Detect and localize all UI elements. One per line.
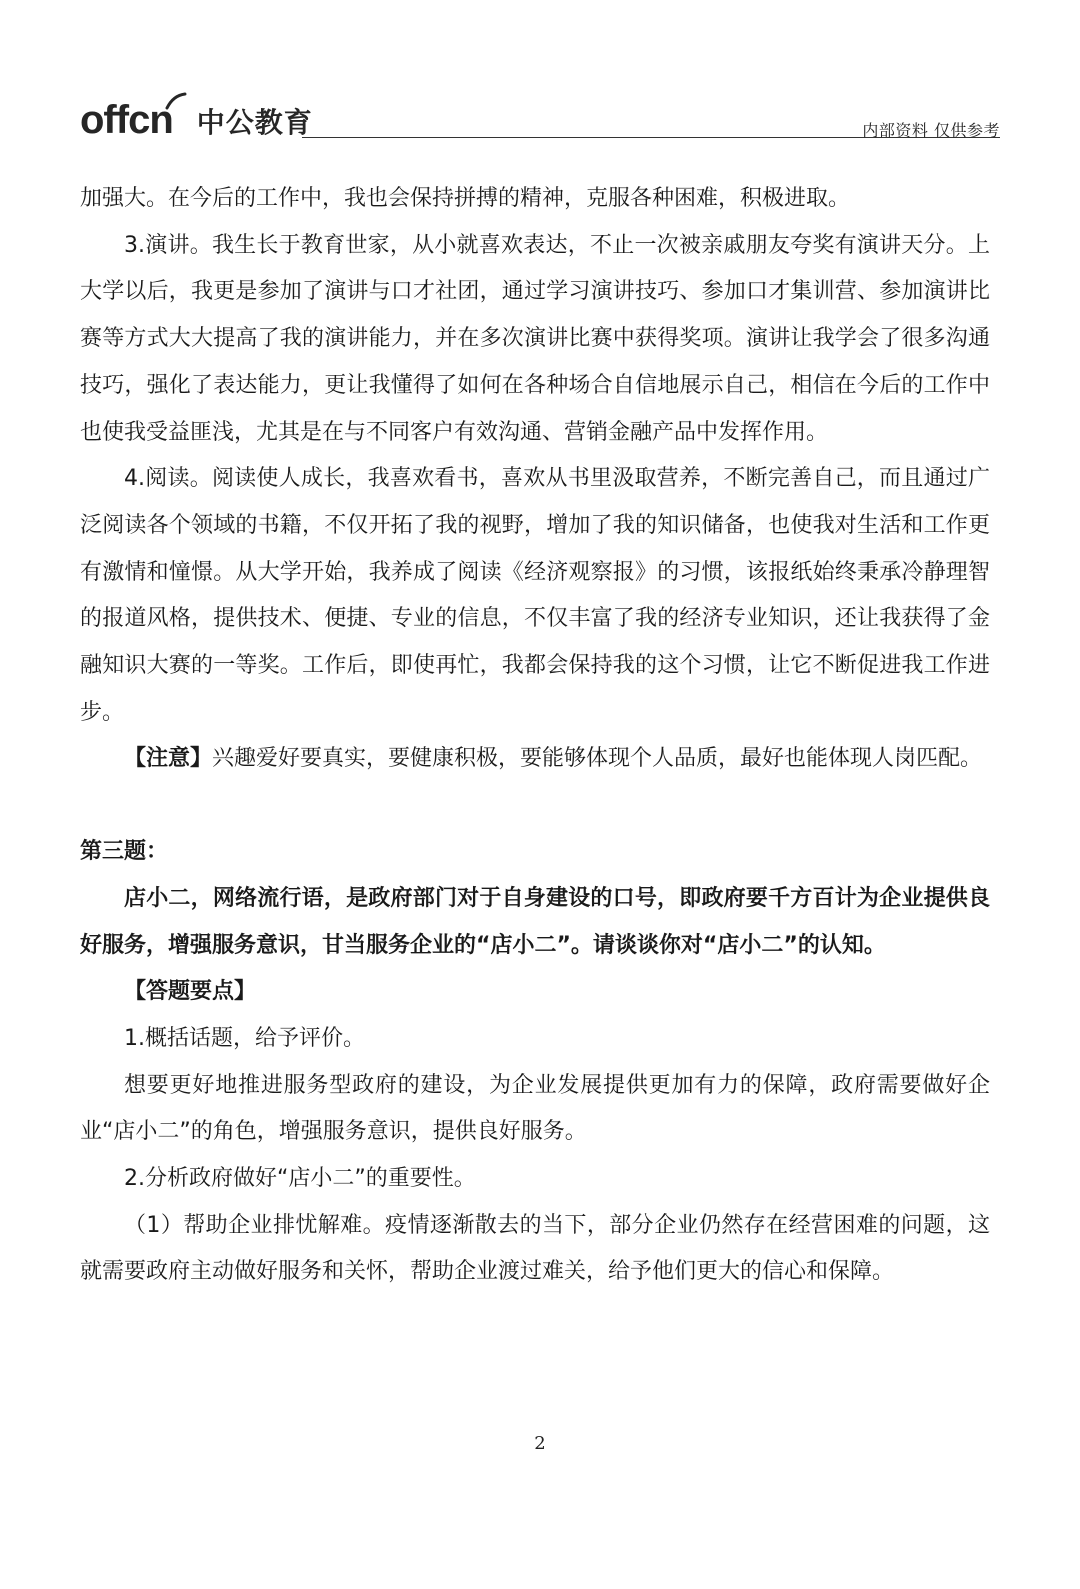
answer-point-1-text: 想要更好地推进服务型政府的建设，为企业发展提供更加有力的保障，政府需要做好企业“店小二”的角色，增强服务意识，提供良好服务。 xyxy=(80,1072,990,1145)
answer-point-2: 2.分析政府做好“店小二”的重要性。 xyxy=(124,1166,476,1192)
page-number: 2 xyxy=(534,1433,546,1454)
note-label: 【注意】 xyxy=(124,746,213,772)
answer-point-2-1: （1）帮助企业排忧解难。疫情逐渐散去的当下，部分企业仍然存在经营困难的问题，这就需要政府主动做好服务和关怀，帮助企业渡过难关，给予他们更大的信心和保障。 xyxy=(80,1212,990,1285)
note-text: 兴趣爱好要真实，要健康积极，要能够体现个人品质，最好也能体现人岗匹配。 xyxy=(212,746,983,772)
logo-wordmark: offcn xyxy=(80,98,173,142)
document-body xyxy=(80,176,990,1296)
question-three-title: 第三题： xyxy=(80,839,169,865)
page-header xyxy=(80,80,1000,140)
answer-points-title: 【答题要点】 xyxy=(124,979,257,1005)
paragraph-speech: 3.演讲。我生长于教育世家，从小就喜欢表达，不止一次被亲戚朋友夸奖有演讲天分。上大学以后，我更是参加了演讲与口才社团，通过学习演讲技巧、参加口才集训营、参加演讲比赛等方式大大提高了我的演讲能力，并在多次演讲比赛中获得奖项。演讲让我学会了很多沟通技巧，强化了表达能力，更让我懂得了如何在各种场合自信地展示自己，相信在今后的工作中也使我受益匪浅，尤其是在与不同客户有效沟通、营销金融产品中发挥作用。 xyxy=(80,232,990,445)
paragraph-note xyxy=(80,736,990,783)
answer-point-1: 1.概括话题，给予评价。 xyxy=(124,1025,365,1051)
paragraph-continued: 加强大。在今后的工作中，我也会保持拼搏的精神，克服各种困难，积极进取。 xyxy=(80,186,851,211)
question-three-text: 店小二，网络流行语，是政府部门对于自身建设的口号，即政府要千方百计为企业提供良好服务，增强服务意识，甘当服务企业的“店小二”。请谈谈你对“店小二”的认知。 xyxy=(80,885,990,958)
header-note: 内部资料 仅供参考 xyxy=(862,121,1000,140)
offcn-logo xyxy=(80,84,313,140)
paragraph-reading: 4.阅读。阅读使人成长，我喜欢看书，喜欢从书里汲取营养，不断完善自己，而且通过广泛阅读各个领域的书籍，不仅开拓了我的视野，增加了我的知识储备，也使我对生活和工作更有激情和憧憬。从大学开始，我养成了阅读《经济观察报》的习惯，该报纸始终秉承冷静理智的报道风格，提供技术、便捷、专业的信息，不仅丰富了我的经济专业知识，还让我获得了金融知识大赛的一等奖。工作后，即使再忙，我都会保持我的这个习惯，让它不断促进我工作进步。 xyxy=(80,466,990,725)
section-gap xyxy=(80,783,990,829)
logo-swoosh-icon xyxy=(165,92,187,110)
logo-chinese-name: 中公教育 xyxy=(196,106,313,140)
